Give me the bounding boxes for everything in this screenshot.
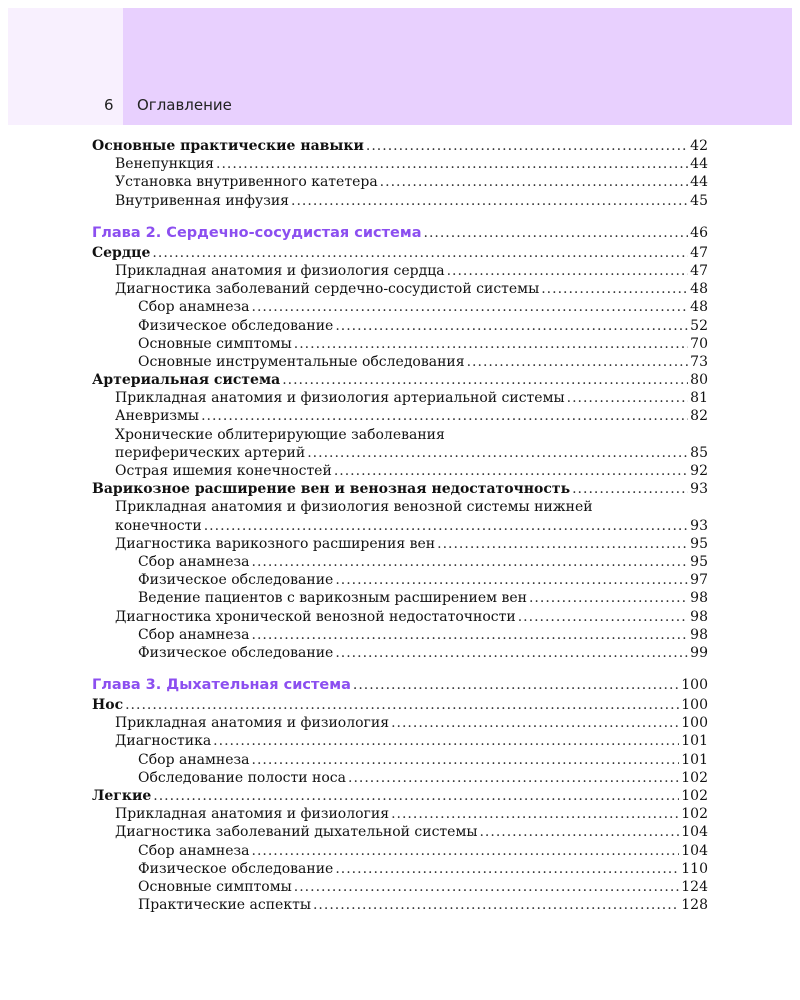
dot-leader	[447, 262, 689, 280]
page-ref: 73	[690, 353, 708, 370]
toc-section[interactable]	[92, 244, 708, 262]
dot-leader	[252, 298, 689, 316]
dot-leader	[213, 732, 679, 750]
toc-entry[interactable]	[92, 805, 708, 823]
page-ref: 80	[690, 372, 708, 389]
toc-entry[interactable]	[92, 553, 708, 571]
dot-leader	[518, 608, 688, 626]
entry-title: Сбор анамнеза	[138, 299, 250, 316]
dot-leader	[252, 626, 689, 644]
entry-title: Венепункция	[115, 156, 215, 173]
toc-entry[interactable]	[92, 732, 708, 750]
toc-entry[interactable]	[92, 444, 708, 462]
page-ref: 100	[681, 697, 708, 714]
page-ref: 85	[690, 444, 708, 461]
dot-leader	[335, 317, 688, 335]
toc-entry[interactable]	[92, 317, 708, 335]
toc-entry[interactable]	[92, 192, 708, 210]
entry-title: Основные практические навыки	[92, 138, 364, 154]
toc-entry[interactable]	[92, 262, 708, 280]
page-ref: 46	[690, 224, 708, 241]
dot-leader	[424, 223, 689, 244]
toc-entry[interactable]	[92, 714, 708, 732]
dot-leader	[291, 192, 688, 210]
entry-title: Ведение пациентов с варикозным расширением вен	[138, 590, 527, 607]
dot-leader	[294, 335, 688, 353]
toc-entry[interactable]	[92, 896, 708, 914]
page-ref: 44	[690, 156, 708, 173]
entry-title: Нос	[92, 697, 124, 714]
dot-leader	[252, 553, 689, 571]
dot-leader	[567, 389, 689, 407]
dot-leader	[335, 644, 688, 662]
page-ref: 47	[690, 262, 708, 279]
dot-leader	[252, 842, 680, 860]
dot-leader	[335, 860, 679, 878]
toc-entry[interactable]	[92, 298, 708, 316]
page-ref: 102	[681, 806, 708, 823]
page-number: 6	[104, 96, 114, 114]
entry-title: Прикладная анатомия и физиология артериальной системы	[115, 390, 565, 407]
toc-entry[interactable]	[92, 389, 708, 407]
entry-title: Физическое обследование	[138, 860, 334, 877]
entry-title-continued: периферических артерий	[115, 444, 306, 461]
toc-entry[interactable]	[92, 626, 708, 644]
entry-title: Диагностика хронической венозной недостаточности	[115, 608, 516, 625]
page-ref: 48	[690, 281, 708, 298]
dot-leader	[153, 787, 679, 805]
table-of-contents	[92, 137, 708, 914]
toc-entry[interactable]	[92, 535, 708, 553]
page-ref: 44	[690, 174, 708, 191]
entry-title: Прикладная анатомия и физиология венозной системы нижней	[115, 499, 593, 516]
page-ref: 104	[681, 824, 708, 841]
dot-leader	[294, 878, 679, 896]
page-ref: 93	[690, 481, 708, 498]
toc-entry[interactable]	[92, 644, 708, 662]
dot-leader	[335, 571, 688, 589]
page-ref: 100	[681, 677, 708, 694]
dot-leader	[201, 407, 688, 425]
entry-title: Диагностика заболеваний дыхательной системы	[115, 824, 478, 841]
page-ref: 45	[690, 192, 708, 209]
page-ref: 100	[681, 715, 708, 732]
entry-title: Физическое обследование	[138, 317, 334, 334]
entry-title: Прикладная анатомия и физиология	[115, 715, 390, 732]
dot-leader	[204, 517, 688, 535]
entry-title: Диагностика	[115, 733, 212, 750]
page-ref: 52	[690, 317, 708, 334]
page-ref: 82	[690, 408, 708, 425]
page-ref: 101	[681, 733, 708, 750]
dot-leader	[353, 675, 679, 696]
page-ref: 124	[681, 878, 708, 895]
entry-title: Острая ишемия конечностей	[115, 463, 332, 479]
toc-section[interactable]	[92, 137, 708, 155]
dot-leader	[282, 371, 688, 389]
page-ref: 102	[681, 769, 708, 786]
entry-title: Внутривенная инфузия	[115, 192, 290, 209]
toc-entry[interactable]	[92, 589, 708, 607]
entry-title: Сбор анамнеза	[138, 751, 250, 768]
dot-leader	[437, 535, 688, 553]
dot-leader	[216, 155, 688, 173]
toc-chapter[interactable]	[92, 675, 708, 696]
dot-leader	[334, 462, 688, 480]
dot-leader	[307, 444, 688, 462]
dot-leader	[391, 714, 679, 732]
page-ref: 70	[690, 335, 708, 352]
toc-entry[interactable]	[92, 407, 708, 425]
entry-title: Диагностика заболеваний сердечно-сосудистой системы	[115, 281, 540, 298]
toc-entry[interactable]	[92, 335, 708, 353]
dot-leader	[252, 751, 680, 769]
dot-leader	[313, 896, 679, 914]
dot-leader	[479, 823, 679, 841]
entry-title: Установка внутривенного катетера	[115, 174, 378, 191]
toc-entry[interactable]	[92, 878, 708, 896]
entry-title: Артериальная система	[92, 372, 281, 389]
dot-leader	[391, 805, 679, 823]
dot-leader	[125, 696, 679, 714]
entry-title: Сбор анамнеза	[138, 626, 250, 643]
dot-leader	[529, 589, 688, 607]
entry-title: Аневризмы	[115, 408, 200, 425]
toc-entry[interactable]	[92, 823, 708, 841]
entry-title: Сердце	[92, 244, 151, 261]
toc-entry[interactable]	[92, 751, 708, 769]
entry-title-continued: конечности	[115, 517, 202, 534]
page-ref: 93	[690, 517, 708, 534]
toc-entry[interactable]	[92, 517, 708, 535]
toc-entry[interactable]	[92, 173, 708, 191]
page-ref: 92	[690, 463, 708, 479]
page-ref: 97	[690, 572, 708, 589]
toc-entry[interactable]	[92, 462, 708, 480]
dot-leader	[467, 353, 689, 371]
entry-title: Основные симптомы	[138, 335, 292, 352]
entry-title: Основные инструментальные обследования	[138, 353, 465, 370]
page-ref: 81	[690, 390, 708, 407]
entry-title: Практические аспекты	[138, 897, 311, 914]
page-ref: 104	[681, 842, 708, 859]
toc-section[interactable]	[92, 787, 708, 805]
page-ref: 95	[690, 553, 708, 570]
toc-entry[interactable]	[92, 353, 708, 371]
page-ref: 101	[681, 751, 708, 768]
entry-title: Глава 3. Дыхательная система	[92, 677, 351, 694]
toc-section[interactable]	[92, 480, 708, 498]
toc-entry-line[interactable]	[92, 498, 708, 516]
page-ref: 98	[690, 590, 708, 607]
dot-leader	[572, 480, 688, 498]
toc-entry-line[interactable]	[92, 426, 708, 444]
toc-entry[interactable]	[92, 155, 708, 173]
dot-leader	[348, 769, 679, 787]
toc-entry[interactable]	[92, 571, 708, 589]
entry-title: Хронические облитерирующие заболевания	[115, 426, 445, 443]
entry-title: Физическое обследование	[138, 572, 334, 589]
page-ref: 102	[681, 788, 708, 804]
toc-entry[interactable]	[92, 860, 708, 878]
running-title: Оглавление	[137, 96, 232, 114]
entry-title: Основные симптомы	[138, 878, 292, 895]
entry-title: Обследование полости носа	[138, 769, 346, 786]
dot-leader	[152, 244, 688, 262]
page-ref: 48	[690, 299, 708, 316]
toc-entry[interactable]	[92, 842, 708, 860]
entry-title: Сбор анамнеза	[138, 553, 250, 570]
toc-chapter[interactable]	[92, 223, 708, 244]
page-ref: 47	[690, 244, 708, 261]
page-ref: 95	[690, 535, 708, 552]
page-ref: 128	[681, 897, 708, 914]
page-ref: 110	[681, 860, 708, 877]
toc-entry[interactable]	[92, 608, 708, 626]
entry-title: Прикладная анатомия и физиология	[115, 806, 390, 823]
page-ref: 42	[690, 138, 708, 154]
dot-leader	[366, 137, 688, 155]
toc-section[interactable]	[92, 696, 708, 714]
entry-title: Диагностика варикозного расширения вен	[115, 535, 436, 552]
entry-title: Сбор анамнеза	[138, 842, 250, 859]
entry-title: Варикозное расширение вен и венозная недостаточность	[92, 481, 571, 498]
toc-entry[interactable]	[92, 769, 708, 787]
entry-title: Физическое обследование	[138, 644, 334, 661]
toc-section[interactable]	[92, 371, 708, 389]
page-ref: 98	[690, 608, 708, 625]
entry-title: Легкие	[92, 788, 152, 804]
dot-leader	[541, 280, 688, 298]
page-ref: 99	[690, 644, 708, 661]
entry-title: Глава 2. Сердечно-сосудистая система	[92, 224, 422, 241]
entry-title: Прикладная анатомия и физиология сердца	[115, 262, 445, 279]
page-ref: 98	[690, 626, 708, 643]
dot-leader	[380, 173, 689, 191]
toc-entry[interactable]	[92, 280, 708, 298]
